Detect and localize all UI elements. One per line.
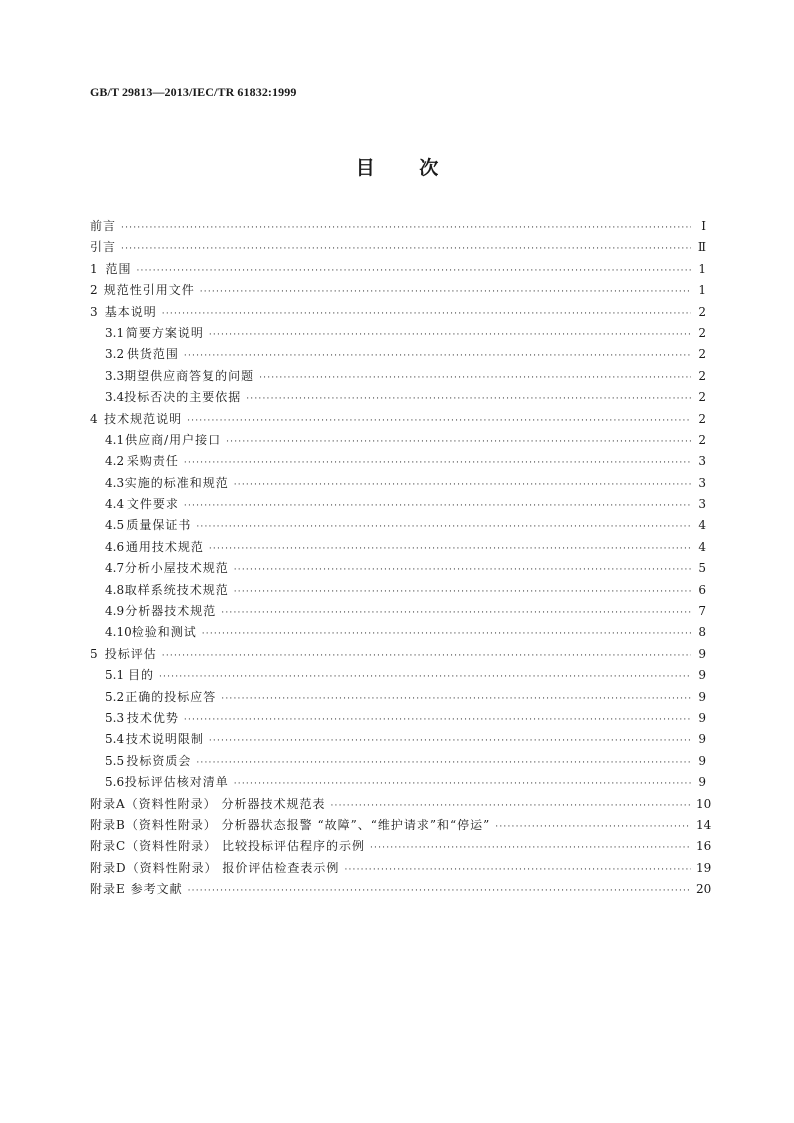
toc-entry[interactable]: [90, 879, 712, 900]
toc-leader-dots: [202, 624, 691, 645]
toc-entry[interactable]: [90, 794, 712, 815]
toc-entry-page: 4: [698, 539, 706, 554]
toc-entry[interactable]: [90, 344, 706, 365]
toc-entry-page: 9: [698, 646, 706, 661]
toc-entry-page: 8: [698, 625, 706, 640]
toc-entry-number: 5.4: [105, 732, 125, 747]
toc-entry[interactable]: [90, 515, 706, 536]
toc-entry-page: 9: [698, 775, 706, 790]
toc-entry-number: 4.7: [105, 561, 125, 576]
toc-leader-dots: [137, 261, 692, 282]
toc-entry-label: 取样系统技术规范: [124, 582, 229, 597]
toc-leader-dots: [221, 603, 691, 624]
toc-entry-page: 14: [696, 817, 712, 832]
toc-entry[interactable]: [90, 216, 706, 237]
toc-entry[interactable]: [90, 558, 706, 579]
toc-entry[interactable]: [90, 708, 706, 729]
toc-leader-dots: [259, 368, 691, 389]
toc-entry[interactable]: [90, 494, 706, 515]
toc-entry[interactable]: [90, 323, 706, 344]
toc-leader-dots: [209, 325, 691, 346]
toc-entry-number: 1: [90, 261, 98, 276]
toc-leader-dots: [184, 710, 691, 731]
toc-entry-page: 9: [698, 668, 706, 683]
toc-entry-label: 投标资质会: [126, 753, 192, 768]
toc-entry[interactable]: [90, 772, 706, 793]
toc-entry-page: 16: [696, 839, 712, 854]
toc-entry[interactable]: [90, 280, 706, 301]
toc-entry-label: 供货范围: [126, 347, 179, 362]
toc-entry-page: 19: [696, 860, 712, 875]
toc-entry-page: 4: [698, 518, 706, 533]
toc-entry-page: 2: [698, 368, 706, 383]
toc-entry-number: 3.1: [105, 325, 125, 340]
toc-entry-number: 4.8: [105, 582, 125, 597]
toc-leader-dots: [196, 517, 691, 538]
toc-entry-page: Ⅰ: [701, 219, 706, 233]
toc-entry-page: 2: [698, 390, 706, 405]
toc-leader-dots: [226, 432, 691, 453]
toc-entry-page: 2: [698, 325, 706, 340]
toc-entry-number: 2: [90, 283, 98, 298]
toc-entry-page: Ⅱ: [697, 240, 706, 255]
toc-entry-page: 2: [698, 411, 706, 426]
toc-entry[interactable]: [90, 387, 706, 408]
toc-entry-number: 5.1: [105, 668, 125, 683]
toc-entry-number: 4.6: [105, 539, 125, 554]
toc-entry[interactable]: [90, 366, 706, 387]
toc-entry-page: 2: [698, 432, 706, 447]
toc-entry-page: 3: [698, 475, 706, 490]
toc-entry-number: 5.2: [105, 689, 125, 704]
toc-entry-label: 质量保证书: [126, 518, 192, 533]
toc-entry-page: 9: [698, 732, 706, 747]
toc-entry[interactable]: [90, 665, 706, 686]
toc-leader-dots: [234, 475, 691, 496]
toc-entry-page: 1: [698, 283, 706, 298]
toc-entry[interactable]: [90, 815, 712, 836]
toc-entry[interactable]: [90, 409, 706, 430]
toc-entry-label: 目的: [127, 668, 154, 683]
toc-entry[interactable]: [90, 473, 706, 494]
toc-leader-dots: [121, 218, 691, 239]
toc-entry-page: 9: [698, 753, 706, 768]
toc-entry-label: 供应商/用户接口: [125, 432, 222, 447]
toc-leader-dots: [209, 539, 691, 560]
toc-leader-dots: [200, 282, 691, 303]
toc-leader-dots: [234, 774, 691, 795]
toc-entry[interactable]: [90, 836, 712, 857]
document-code: GB/T 29813—2013/IEC/TR 61832:1999: [90, 85, 297, 99]
toc-leader-dots: [196, 753, 691, 774]
toc-entry-number: 4: [90, 411, 98, 426]
toc-entry[interactable]: [90, 430, 706, 451]
toc-entry-label: 附录B（资料性附录） 分析器状态报警 “故障”、“维护请求”和“停运”: [90, 817, 491, 832]
page-title: 目 次: [355, 157, 439, 179]
toc-entry-label: 技术规范说明: [104, 411, 183, 426]
toc-entry[interactable]: [90, 622, 706, 643]
toc-entry-label: 附录C（资料性附录） 比较投标评估程序的示例: [90, 839, 365, 854]
toc-entry-page: 20: [696, 882, 712, 897]
toc-entry-label: 分析小屋技术规范: [124, 561, 229, 576]
toc-entry[interactable]: [90, 729, 706, 750]
toc-entry-label: 基本说明: [104, 304, 157, 319]
toc-entry-page: 5: [698, 561, 706, 576]
toc-entry-number: 5.5: [105, 753, 125, 768]
toc-entry[interactable]: [90, 302, 706, 323]
toc-entry[interactable]: [90, 537, 706, 558]
toc-entry[interactable]: [90, 580, 706, 601]
toc-entry-number: 3.3: [105, 368, 125, 383]
toc-leader-dots: [246, 389, 691, 410]
toc-entry-page: 1: [698, 261, 706, 276]
toc-entry[interactable]: [90, 259, 706, 280]
toc-entry-page: 3: [698, 454, 706, 469]
toc-leader-dots: [370, 838, 691, 859]
toc-leader-dots: [162, 646, 691, 667]
toc-entry-number: 4.3: [105, 475, 125, 490]
toc-entry-number: 4.5: [105, 518, 125, 533]
toc-entry-label: 引言: [90, 240, 117, 255]
toc-entry-page: 9: [698, 689, 706, 704]
table-of-contents: [90, 216, 712, 901]
toc-entry-number: 3.4: [105, 390, 125, 405]
toc-entry-number: 5.3: [105, 710, 125, 725]
toc-entry-label: 规范性引用文件: [103, 283, 195, 298]
toc-entry-number: 4.4: [105, 497, 125, 512]
toc-entry-number: 4.2: [105, 454, 125, 469]
toc-entry[interactable]: [90, 644, 706, 665]
toc-leader-dots: [344, 860, 691, 881]
toc-entry-label: 附录A（资料性附录） 分析器技术规范表: [90, 796, 326, 811]
toc-entry-number: 5: [90, 646, 98, 661]
toc-entry[interactable]: [90, 237, 706, 258]
toc-entry-label: 技术优势: [126, 710, 179, 725]
toc-entry-label: 正确的投标应答: [125, 689, 217, 704]
toc-entry[interactable]: [90, 451, 706, 472]
toc-entry-label: 附录D（资料性附录） 报价评估检查表示例: [90, 860, 340, 875]
toc-entry-label: 采购责任: [126, 454, 179, 469]
toc-leader-dots: [162, 304, 691, 325]
toc-entry-label: 通用技术规范: [125, 539, 204, 554]
toc-entry-page: 2: [698, 304, 706, 319]
toc-entry-page: 2: [698, 347, 706, 362]
toc-entry-page: 6: [698, 582, 706, 597]
toc-leader-dots: [187, 411, 691, 432]
toc-entry-number: 5.6: [105, 775, 125, 790]
toc-leader-dots: [209, 731, 691, 752]
toc-leader-dots: [159, 667, 691, 688]
toc-entry[interactable]: [90, 601, 706, 622]
toc-leader-dots: [121, 239, 691, 260]
toc-entry-label: 期望供应商答复的问题: [124, 368, 255, 383]
toc-entry-label: 文件要求: [126, 497, 179, 512]
toc-entry-label: 投标评估核对清单: [124, 775, 229, 790]
toc-leader-dots: [221, 689, 691, 710]
toc-entry-number: 4.10: [105, 625, 132, 640]
toc-entry-label: 前言: [90, 219, 117, 233]
toc-entry-label: 范围: [105, 261, 132, 276]
toc-entry-label: 技术说明限制: [125, 732, 204, 747]
toc-entry-number: 3: [90, 304, 98, 319]
toc-leader-dots: [495, 817, 691, 838]
toc-entry-label: 附录E 参考文献: [90, 882, 183, 897]
toc-leader-dots: [184, 346, 691, 367]
toc-entry-label: 分析器技术规范: [125, 604, 217, 619]
toc-entry-number: 4.9: [105, 604, 125, 619]
toc-entry-label: 投标否决的主要依据: [124, 390, 242, 405]
toc-entry-label: 检验和测试: [131, 625, 197, 640]
toc-entry-page: 7: [698, 604, 706, 619]
toc-leader-dots: [330, 796, 691, 817]
toc-entry-page: 3: [698, 497, 706, 512]
toc-entry-label: 实施的标准和规范: [124, 475, 229, 490]
toc-entry-page: 9: [698, 710, 706, 725]
toc-entry[interactable]: [90, 858, 712, 879]
toc-entry-number: 3.2: [105, 347, 125, 362]
toc-leader-dots: [234, 582, 691, 603]
toc-entry-label: 投标评估: [104, 646, 157, 661]
toc-leader-dots: [184, 453, 691, 474]
toc-entry[interactable]: [90, 751, 706, 772]
toc-entry[interactable]: [90, 687, 706, 708]
toc-entry-label: 简要方案说明: [125, 325, 204, 340]
toc-leader-dots: [188, 881, 691, 902]
toc-entry-number: 4.1: [105, 432, 125, 447]
toc-entry-page: 10: [696, 796, 712, 811]
toc-leader-dots: [184, 496, 691, 517]
toc-leader-dots: [234, 560, 691, 581]
